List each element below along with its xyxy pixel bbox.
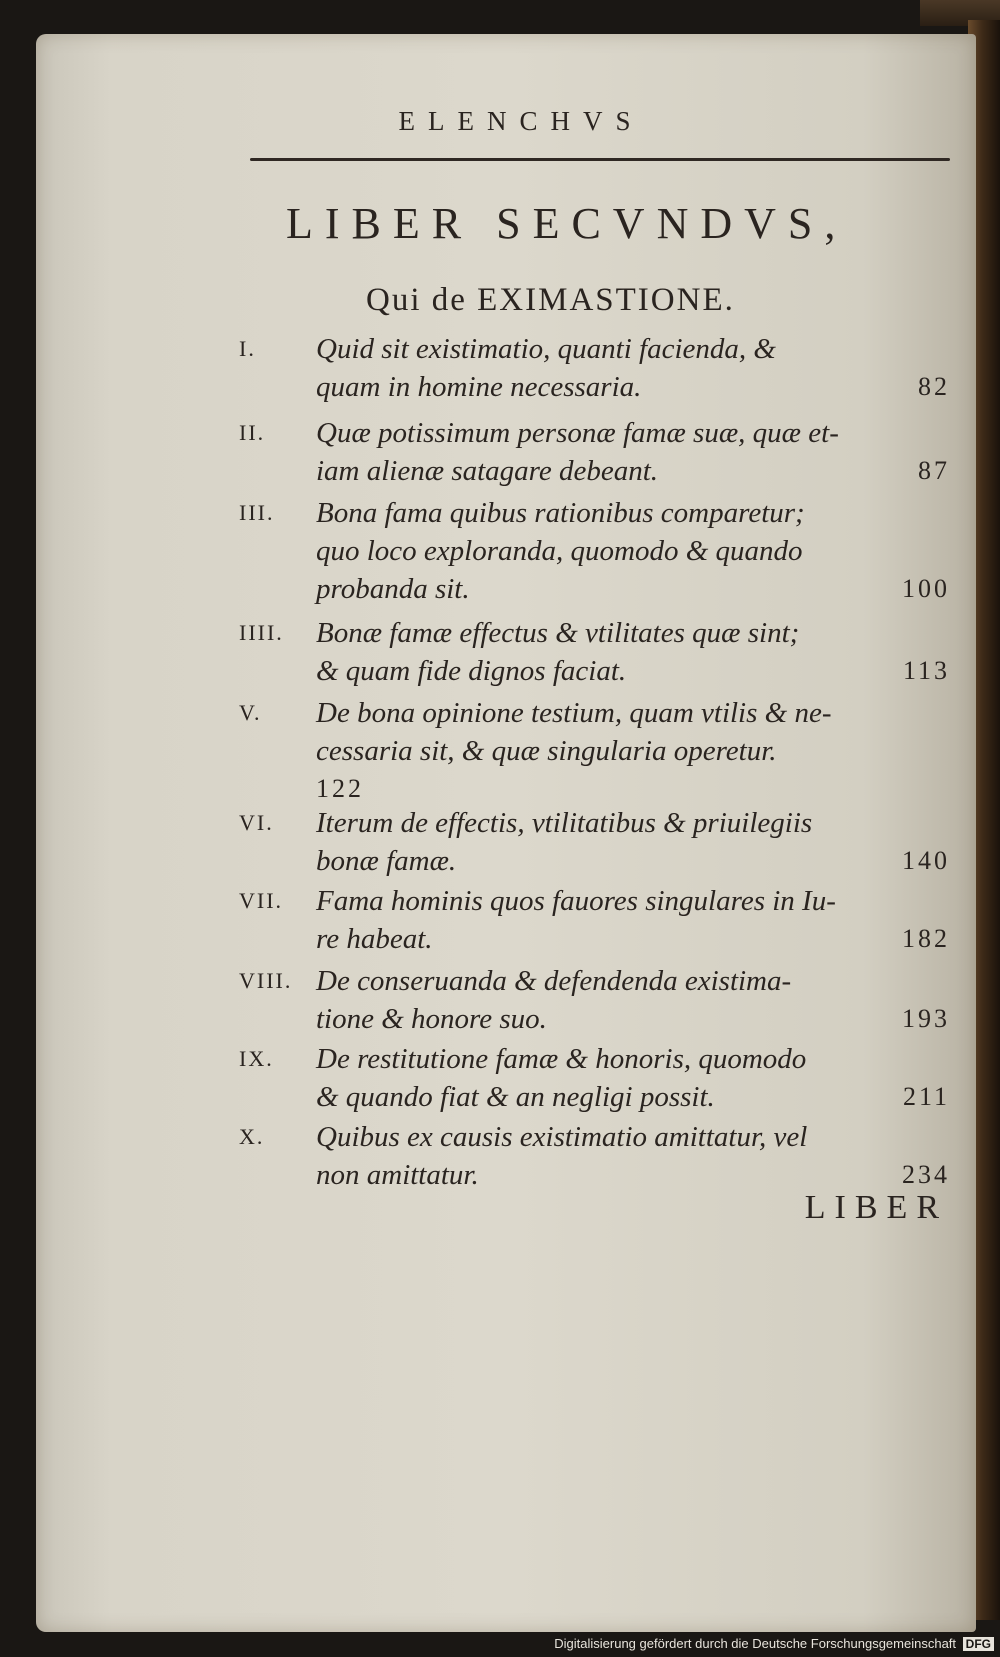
chapter-title-line: Quibus ex causis existimatio amittatur, vel <box>316 1121 808 1153</box>
chapter-title-line: cessaria sit, & quæ singularia operetur. <box>316 735 777 767</box>
catchword: LIBER <box>804 1189 948 1226</box>
chapter-title-line: Bona fama quibus rationibus comparetur; <box>316 497 805 529</box>
chapter-title-line: & quando fiat & an negligi possit. <box>316 1081 715 1113</box>
book-title: LIBER SECVNDVS, <box>286 199 848 248</box>
chapter-numeral: VII. <box>239 888 284 913</box>
chapter-title-line: Iterum de effectis, vtilitatibus & priuilegiis <box>316 807 813 839</box>
chapter-numeral: IX. <box>239 1046 274 1071</box>
header-rule <box>250 158 950 161</box>
chapter-title-line: De bona opinione testium, quam vtilis & ne- <box>316 697 832 729</box>
chapter-title-line: De conseruanda & defendenda existima- <box>316 965 792 997</box>
dfg-logo: DFG <box>963 1637 994 1651</box>
subtitle: Qui de EXIMASTIONE. <box>366 282 735 318</box>
chapter-title-line: bonæ famæ. <box>316 845 457 877</box>
chapter-title-line: Quid sit existimatio, quanti facienda, & <box>316 333 776 365</box>
chapter-numeral: VIII. <box>239 968 293 993</box>
book-page <box>36 34 976 1632</box>
chapter-title-line: tione & honore suo. <box>316 1003 547 1035</box>
page-number: 122 <box>316 774 364 803</box>
chapter-numeral: IIII. <box>239 620 284 645</box>
page-number: 82 <box>918 372 950 401</box>
chapter-title-line: De restitutione famæ & honoris, quomodo <box>316 1043 807 1075</box>
chapter-numeral: II. <box>239 420 266 445</box>
chapter-title-line: iam alienæ satagare debeant. <box>316 455 659 487</box>
chapter-numeral: X. <box>239 1124 265 1149</box>
chapter-title-line: non amittatur. <box>316 1159 479 1191</box>
chapter-numeral: III. <box>239 500 275 525</box>
page-number: 87 <box>918 456 950 485</box>
chapter-title-line: re habeat. <box>316 923 433 955</box>
running-head: ELENCHVS <box>398 106 644 136</box>
chapter-title-line: Quæ potissimum personæ famæ suæ, quæ et- <box>316 417 839 449</box>
page-number: 100 <box>902 574 950 603</box>
page-number: 234 <box>902 1160 950 1189</box>
credit-text: Digitalisierung gefördert durch die Deutsche Forschungsgemeinschaft <box>554 1636 957 1651</box>
chapter-title-line: & quam fide dignos faciat. <box>316 655 627 687</box>
chapter-title-line: probanda sit. <box>316 573 470 605</box>
page-number: 182 <box>902 924 950 953</box>
chapter-title-line: Bonæ famæ effectus & vtilitates quæ sint; <box>316 617 800 649</box>
page-number: 113 <box>902 656 950 685</box>
page-number: 211 <box>902 1082 950 1111</box>
chapter-numeral: I. <box>239 336 256 361</box>
chapter-title-line: quam in homine necessaria. <box>316 371 642 403</box>
page-number: 193 <box>902 1004 950 1033</box>
chapter-numeral: VI. <box>239 810 274 835</box>
chapter-title-line: Fama hominis quos fauores singulares in Iu- <box>316 885 836 917</box>
chapter-title-line: quo loco exploranda, quomodo & quando <box>316 535 803 567</box>
chapter-numeral: V. <box>239 700 262 725</box>
digitization-credit <box>554 1636 994 1651</box>
page-number: 140 <box>902 846 950 875</box>
